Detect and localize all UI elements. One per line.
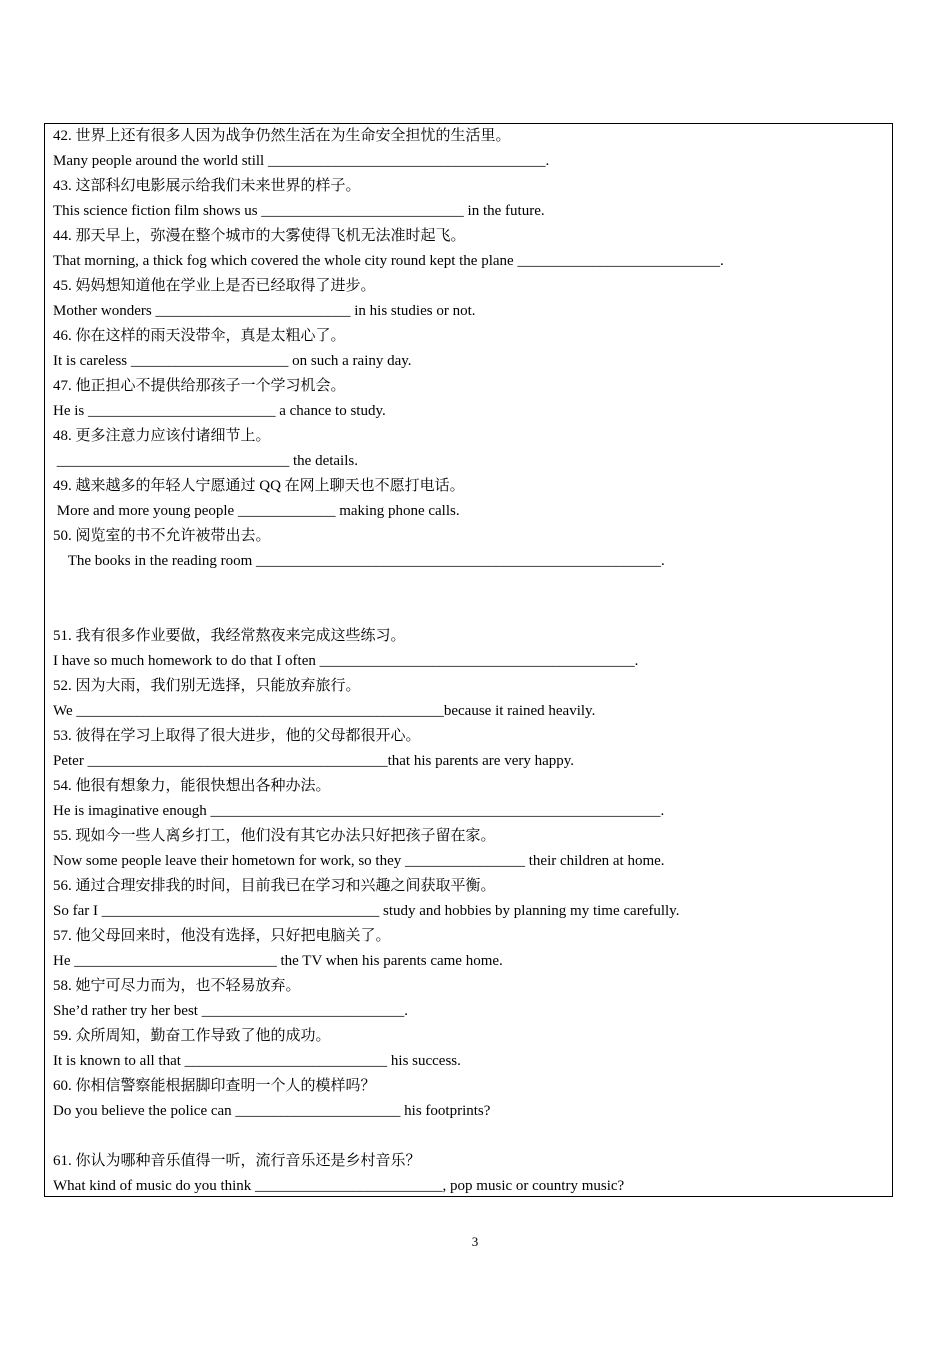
question-57-english: He ___________________________ the TV when his parents came home. (53, 953, 503, 969)
question-47-chinese: 47. 他正担心不提供给那孩子一个学习机会。 (53, 378, 346, 394)
question-44-english: That morning, a thick fog which covered the whole city round kept the plane ___________________________. (53, 253, 724, 269)
question-54-english: He is imaginative enough ____________________________________________________________. (53, 803, 665, 819)
question-52-chinese: 52. 因为大雨，我们别无选择，只能放弃旅行。 (53, 678, 361, 694)
question-42-chinese: 42. 世界上还有很多人因为战争仍然生活在为生命安全担忧的生活里。 (53, 128, 511, 144)
question-51-english: I have so much homework to do that I often __________________________________________. (53, 653, 639, 669)
question-58-chinese: 58. 她宁可尽力而为，也不轻易放弃。 (53, 978, 301, 994)
question-46-english: It is careless _____________________ on such a rainy day. (53, 353, 412, 369)
section-spacer (53, 1124, 883, 1149)
question-60-english: Do you believe the police can ______________________ his footprints? (53, 1103, 491, 1119)
question-57-chinese: 57. 他父母回来时，他没有选择，只好把电脑关了。 (53, 928, 391, 944)
question-50-chinese: 50. 阅览室的书不允许被带出去。 (53, 528, 271, 544)
question-51-chinese: 51. 我有很多作业要做，我经常熬夜来完成这些练习。 (53, 628, 406, 644)
question-55-english: Now some people leave their hometown for work, so they ________________ their children at home. (53, 853, 665, 869)
question-60-chinese: 60. 你相信警察能根据脚印查明一个人的模样吗？ (53, 1078, 376, 1094)
question-48-english: _______________________________ the details. (53, 453, 358, 469)
question-59-chinese: 59. 众所周知，勤奋工作导致了他的成功。 (53, 1028, 331, 1044)
question-43-english: This science fiction film shows us ___________________________ in the future. (53, 203, 545, 219)
question-58-english: She’d rather try her best ___________________________. (53, 1003, 408, 1019)
question-61-english: What kind of music do you think _________________________, pop music or country music? (53, 1178, 625, 1194)
question-43-chinese: 43. 这部科幻电影展示给我们未来世界的样子。 (53, 178, 361, 194)
question-48-chinese: 48. 更多注意力应该付诸细节上。 (53, 428, 271, 444)
exercise-list (53, 124, 883, 1199)
question-45-english: Mother wonders __________________________ in his studies or not. (53, 303, 476, 319)
question-53-chinese: 53. 彼得在学习上取得了很大进步，他的父母都很开心。 (53, 728, 421, 744)
question-49-chinese: 49. 越来越多的年轻人宁愿通过 QQ 在网上聊天也不愿打电话。 (53, 478, 465, 494)
question-46-chinese: 46. 你在这样的雨天没带伞，真是太粗心了。 (53, 328, 346, 344)
question-49-english: More and more young people _____________ making phone calls. (53, 503, 460, 519)
question-54-chinese: 54. 他很有想象力，能很快想出各种办法。 (53, 778, 331, 794)
question-55-chinese: 55. 现如今一些人离乡打工，他们没有其它办法只好把孩子留在家。 (53, 828, 496, 844)
question-47-english: He is _________________________ a chance to study. (53, 403, 386, 419)
section-spacer (53, 574, 883, 624)
question-53-english: Peter ________________________________________that his parents are very happy. (53, 753, 575, 769)
question-61-chinese: 61. 你认为哪种音乐值得一听，流行音乐还是乡村音乐？ (53, 1153, 421, 1169)
question-45-chinese: 45. 妈妈想知道他在学业上是否已经取得了进步。 (53, 278, 376, 294)
question-56-chinese: 56. 通过合理安排我的时间，目前我已在学习和兴趣之间获取平衡。 (53, 878, 496, 894)
question-56-english: So far I _____________________________________ study and hobbies by planning my time carefully. (53, 903, 680, 919)
page-number: 3 (471, 1234, 479, 1249)
question-42-english: Many people around the world still _____________________________________. (53, 153, 550, 169)
question-50-english: The books in the reading room ______________________________________________________. (53, 553, 665, 569)
question-52-english: We _________________________________________________because it rained heavily. (53, 703, 596, 719)
question-44-chinese: 44. 那天早上，弥漫在整个城市的大雾使得飞机无法准时起飞。 (53, 228, 466, 244)
question-59-english: It is known to all that ___________________________ his success. (53, 1053, 461, 1069)
